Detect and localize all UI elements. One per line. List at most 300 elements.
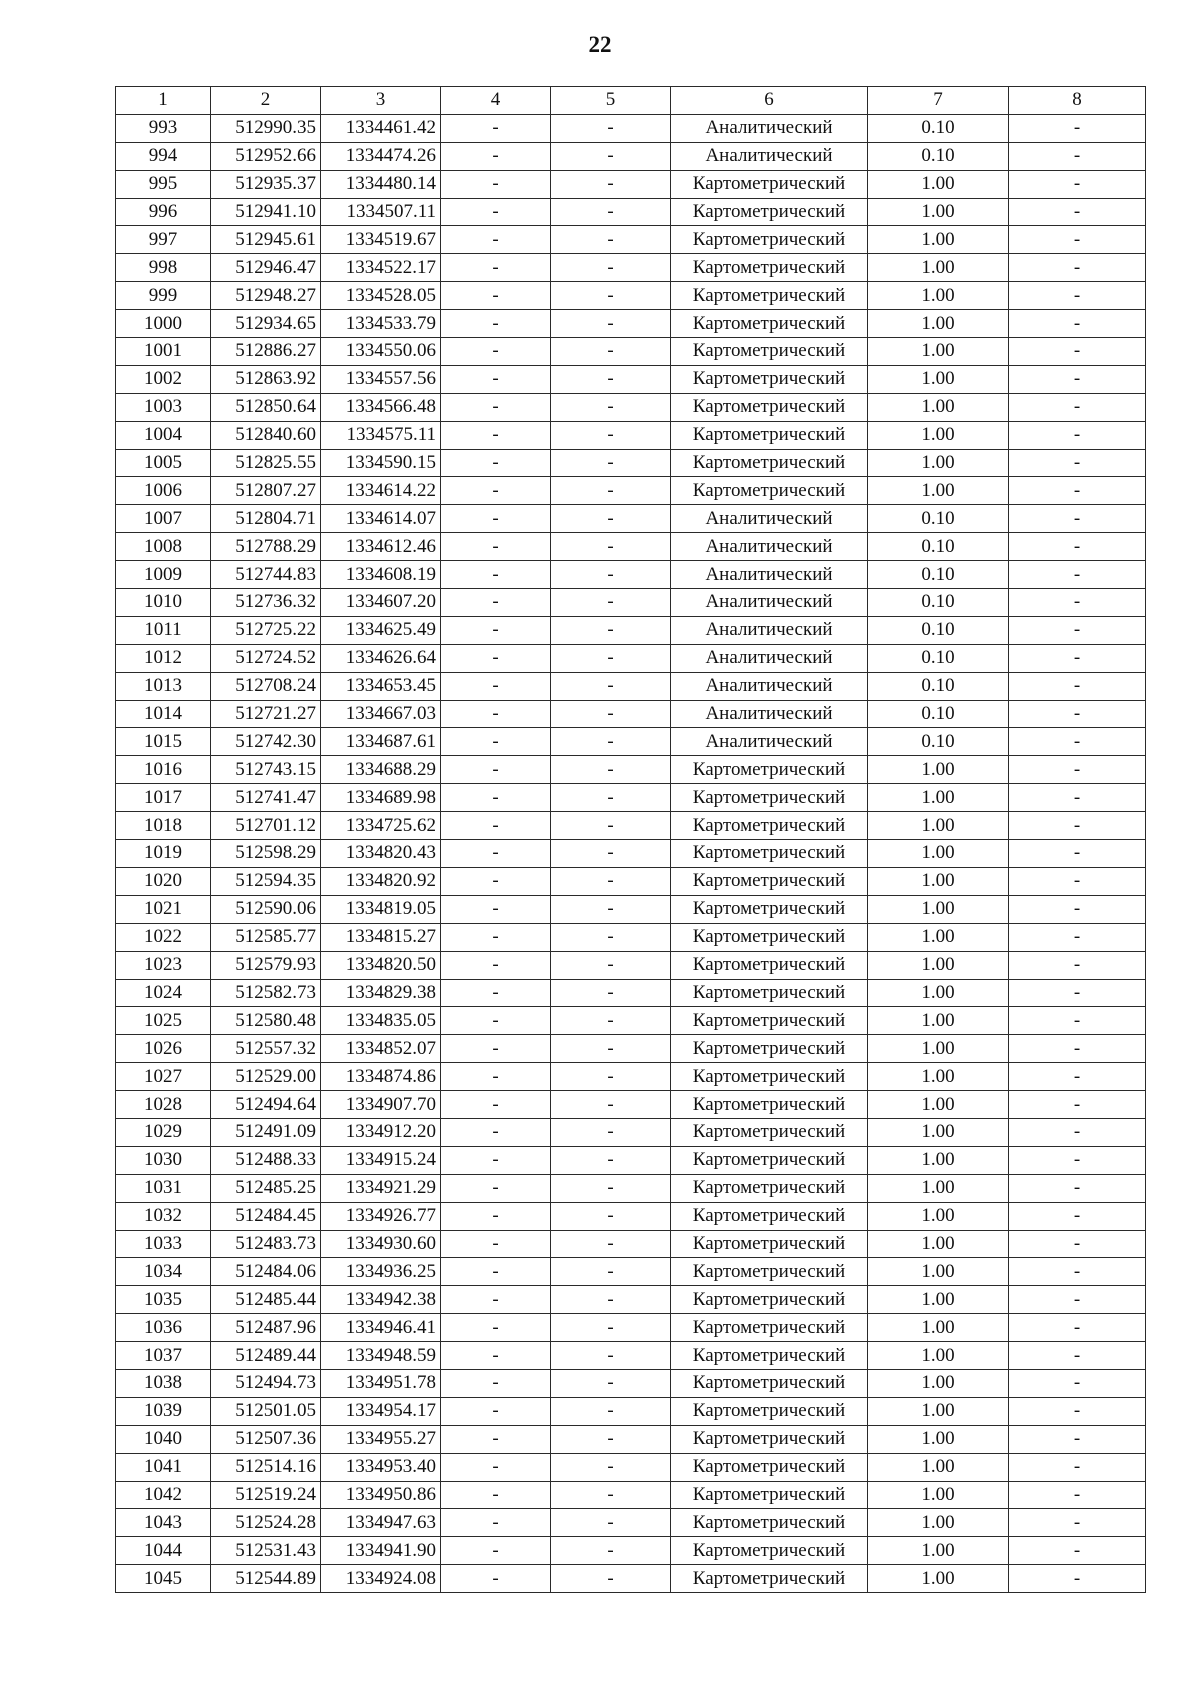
cell-method: Аналитический (671, 505, 868, 533)
cell-col4-value: - (441, 1537, 551, 1565)
cell-col4-value: - (441, 365, 551, 393)
cell-coord-x: 512736.32 (211, 589, 321, 617)
cell-point-number: 1041 (116, 1453, 211, 1481)
cell-col5-value: - (551, 1369, 671, 1397)
cell-accuracy: 1.00 (868, 1509, 1009, 1537)
cell-method: Аналитический (671, 533, 868, 561)
cell-point-number: 1040 (116, 1425, 211, 1453)
cell-coord-x: 512483.73 (211, 1230, 321, 1258)
cell-method: Аналитический (671, 589, 868, 617)
cell-point-number: 1030 (116, 1146, 211, 1174)
cell-method: Картометрический (671, 1342, 868, 1370)
cell-method: Аналитический (671, 561, 868, 589)
cell-col4-value: - (441, 812, 551, 840)
table-row (116, 1063, 1146, 1091)
cell-point-number: 993 (116, 114, 211, 142)
cell-col4-value: - (441, 254, 551, 282)
cell-col5-value: - (551, 1397, 671, 1425)
cell-col8-value: - (1009, 1146, 1146, 1174)
cell-method: Картометрический (671, 1397, 868, 1425)
cell-point-number: 1003 (116, 393, 211, 421)
cell-col4-value: - (441, 756, 551, 784)
table-row (116, 840, 1146, 868)
table-row (116, 728, 1146, 756)
table-row (116, 979, 1146, 1007)
cell-coord-x: 512725.22 (211, 616, 321, 644)
cell-col4-value: - (441, 979, 551, 1007)
cell-col5-value: - (551, 867, 671, 895)
cell-accuracy: 0.10 (868, 589, 1009, 617)
cell-coord-y: 1334725.62 (321, 812, 441, 840)
table-row (116, 114, 1146, 142)
cell-coord-y: 1334820.43 (321, 840, 441, 868)
cell-coord-x: 512519.24 (211, 1481, 321, 1509)
cell-coord-x: 512804.71 (211, 505, 321, 533)
cell-col5-value: - (551, 170, 671, 198)
cell-col5-value: - (551, 1537, 671, 1565)
cell-accuracy: 1.00 (868, 310, 1009, 338)
cell-accuracy: 1.00 (868, 1565, 1009, 1593)
cell-point-number: 1032 (116, 1202, 211, 1230)
cell-coord-y: 1334915.24 (321, 1146, 441, 1174)
cell-col4-value: - (441, 282, 551, 310)
cell-col8-value: - (1009, 1397, 1146, 1425)
cell-method: Картометрический (671, 923, 868, 951)
cell-coord-y: 1334519.67 (321, 226, 441, 254)
cell-coord-y: 1334820.92 (321, 867, 441, 895)
cell-col4-value: - (441, 1007, 551, 1035)
table-row (116, 254, 1146, 282)
cell-coord-y: 1334533.79 (321, 310, 441, 338)
table-row (116, 1118, 1146, 1146)
cell-col8-value: - (1009, 1369, 1146, 1397)
cell-coord-y: 1334607.20 (321, 589, 441, 617)
cell-method: Картометрический (671, 784, 868, 812)
cell-col4-value: - (441, 142, 551, 170)
cell-accuracy: 0.10 (868, 672, 1009, 700)
cell-accuracy: 1.00 (868, 254, 1009, 282)
cell-col4-value: - (441, 1314, 551, 1342)
cell-col4-value: - (441, 923, 551, 951)
cell-accuracy: 0.10 (868, 616, 1009, 644)
cell-col8-value: - (1009, 1174, 1146, 1202)
table-row (116, 1537, 1146, 1565)
cell-point-number: 994 (116, 142, 211, 170)
cell-accuracy: 0.10 (868, 114, 1009, 142)
cell-accuracy: 1.00 (868, 840, 1009, 868)
cell-col4-value: - (441, 1230, 551, 1258)
cell-col5-value: - (551, 951, 671, 979)
cell-accuracy: 1.00 (868, 1202, 1009, 1230)
cell-col5-value: - (551, 979, 671, 1007)
cell-accuracy: 1.00 (868, 282, 1009, 310)
cell-coord-y: 1334924.08 (321, 1565, 441, 1593)
cell-coord-y: 1334912.20 (321, 1118, 441, 1146)
table-row (116, 1425, 1146, 1453)
cell-accuracy: 0.10 (868, 728, 1009, 756)
cell-col4-value: - (441, 1342, 551, 1370)
cell-col4-value: - (441, 589, 551, 617)
cell-col8-value: - (1009, 784, 1146, 812)
cell-method: Картометрический (671, 1314, 868, 1342)
cell-coord-y: 1334926.77 (321, 1202, 441, 1230)
table-row (116, 812, 1146, 840)
cell-coord-x: 512494.73 (211, 1369, 321, 1397)
cell-col4-value: - (441, 226, 551, 254)
cell-coord-y: 1334955.27 (321, 1425, 441, 1453)
table-row (116, 1202, 1146, 1230)
cell-coord-y: 1334874.86 (321, 1063, 441, 1091)
cell-coord-x: 512501.05 (211, 1397, 321, 1425)
cell-col5-value: - (551, 533, 671, 561)
cell-col5-value: - (551, 1509, 671, 1537)
cell-accuracy: 1.00 (868, 951, 1009, 979)
cell-col5-value: - (551, 421, 671, 449)
cell-coord-x: 512590.06 (211, 895, 321, 923)
cell-method: Картометрический (671, 365, 868, 393)
cell-method: Картометрический (671, 840, 868, 868)
cell-method: Картометрический (671, 1118, 868, 1146)
cell-coord-y: 1334626.64 (321, 644, 441, 672)
cell-col8-value: - (1009, 198, 1146, 226)
cell-col5-value: - (551, 310, 671, 338)
cell-coord-x: 512721.27 (211, 700, 321, 728)
cell-accuracy: 0.10 (868, 533, 1009, 561)
cell-point-number: 1039 (116, 1397, 211, 1425)
cell-col5-value: - (551, 1481, 671, 1509)
cell-method: Аналитический (671, 700, 868, 728)
cell-coord-x: 512491.09 (211, 1118, 321, 1146)
cell-col8-value: - (1009, 1230, 1146, 1258)
cell-coord-y: 1334608.19 (321, 561, 441, 589)
cell-point-number: 1043 (116, 1509, 211, 1537)
cell-col5-value: - (551, 505, 671, 533)
cell-point-number: 1018 (116, 812, 211, 840)
cell-coord-x: 512952.66 (211, 142, 321, 170)
cell-coord-y: 1334954.17 (321, 1397, 441, 1425)
table-row (116, 672, 1146, 700)
cell-coord-x: 512507.36 (211, 1425, 321, 1453)
cell-col8-value: - (1009, 170, 1146, 198)
cell-method: Картометрический (671, 979, 868, 1007)
cell-coord-x: 512788.29 (211, 533, 321, 561)
cell-accuracy: 1.00 (868, 477, 1009, 505)
cell-coord-y: 1334522.17 (321, 254, 441, 282)
cell-coord-x: 512531.43 (211, 1537, 321, 1565)
table-row (116, 1565, 1146, 1593)
cell-coord-y: 1334835.05 (321, 1007, 441, 1035)
cell-method: Аналитический (671, 672, 868, 700)
table-row (116, 1481, 1146, 1509)
cell-coord-y: 1334948.59 (321, 1342, 441, 1370)
cell-point-number: 998 (116, 254, 211, 282)
cell-accuracy: 1.00 (868, 1118, 1009, 1146)
cell-col5-value: - (551, 142, 671, 170)
cell-coord-y: 1334930.60 (321, 1230, 441, 1258)
cell-coord-x: 512485.25 (211, 1174, 321, 1202)
cell-coord-x: 512742.30 (211, 728, 321, 756)
cell-col8-value: - (1009, 700, 1146, 728)
cell-coord-x: 512946.47 (211, 254, 321, 282)
cell-point-number: 997 (116, 226, 211, 254)
cell-coord-y: 1334612.46 (321, 533, 441, 561)
cell-coord-x: 512485.44 (211, 1286, 321, 1314)
cell-col8-value: - (1009, 1202, 1146, 1230)
cell-method: Картометрический (671, 1202, 868, 1230)
cell-accuracy: 1.00 (868, 1314, 1009, 1342)
cell-col5-value: - (551, 1565, 671, 1593)
table-row (116, 1007, 1146, 1035)
table-row (116, 533, 1146, 561)
cell-col5-value: - (551, 756, 671, 784)
cell-point-number: 1017 (116, 784, 211, 812)
cell-accuracy: 1.00 (868, 1425, 1009, 1453)
cell-col4-value: - (441, 393, 551, 421)
cell-accuracy: 1.00 (868, 170, 1009, 198)
cell-col8-value: - (1009, 1314, 1146, 1342)
cell-coord-x: 512489.44 (211, 1342, 321, 1370)
cell-method: Картометрический (671, 226, 868, 254)
cell-col4-value: - (441, 700, 551, 728)
cell-col5-value: - (551, 923, 671, 951)
cell-coord-y: 1334590.15 (321, 449, 441, 477)
cell-accuracy: 1.00 (868, 1035, 1009, 1063)
cell-accuracy: 1.00 (868, 1537, 1009, 1565)
column-header-8: 8 (1009, 87, 1146, 115)
cell-col4-value: - (441, 840, 551, 868)
cell-method: Картометрический (671, 1509, 868, 1537)
cell-col5-value: - (551, 477, 671, 505)
cell-coord-x: 512840.60 (211, 421, 321, 449)
cell-col4-value: - (441, 1453, 551, 1481)
cell-coord-y: 1334689.98 (321, 784, 441, 812)
cell-col8-value: - (1009, 1091, 1146, 1119)
cell-col4-value: - (441, 1174, 551, 1202)
cell-col8-value: - (1009, 1565, 1146, 1593)
cell-col4-value: - (441, 1091, 551, 1119)
cell-col4-value: - (441, 561, 551, 589)
cell-coord-y: 1334820.50 (321, 951, 441, 979)
cell-col5-value: - (551, 1035, 671, 1063)
cell-coord-x: 512529.00 (211, 1063, 321, 1091)
cell-col4-value: - (441, 616, 551, 644)
coordinates-table (115, 86, 1146, 1593)
cell-col4-value: - (441, 338, 551, 366)
cell-coord-x: 512580.48 (211, 1007, 321, 1035)
cell-coord-x: 512935.37 (211, 170, 321, 198)
cell-method: Картометрический (671, 310, 868, 338)
table-row (116, 1453, 1146, 1481)
cell-method: Картометрический (671, 1258, 868, 1286)
cell-coord-x: 512990.35 (211, 114, 321, 142)
cell-method: Картометрический (671, 1146, 868, 1174)
cell-col5-value: - (551, 226, 671, 254)
cell-col8-value: - (1009, 644, 1146, 672)
cell-point-number: 1024 (116, 979, 211, 1007)
cell-col8-value: - (1009, 1007, 1146, 1035)
cell-col4-value: - (441, 114, 551, 142)
table-row (116, 895, 1146, 923)
cell-col4-value: - (441, 1509, 551, 1537)
cell-point-number: 1038 (116, 1369, 211, 1397)
table-row (116, 1035, 1146, 1063)
cell-accuracy: 0.10 (868, 700, 1009, 728)
table-row (116, 644, 1146, 672)
cell-col5-value: - (551, 282, 671, 310)
cell-coord-y: 1334953.40 (321, 1453, 441, 1481)
table-row (116, 449, 1146, 477)
cell-method: Картометрический (671, 1230, 868, 1258)
cell-col8-value: - (1009, 338, 1146, 366)
cell-col4-value: - (441, 1565, 551, 1593)
cell-point-number: 995 (116, 170, 211, 198)
cell-method: Картометрический (671, 393, 868, 421)
cell-coord-x: 512598.29 (211, 840, 321, 868)
cell-accuracy: 1.00 (868, 1230, 1009, 1258)
cell-method: Картометрический (671, 1565, 868, 1593)
cell-coord-x: 512708.24 (211, 672, 321, 700)
table-header (116, 87, 1146, 115)
cell-col5-value: - (551, 1146, 671, 1174)
cell-coord-y: 1334480.14 (321, 170, 441, 198)
cell-col5-value: - (551, 114, 671, 142)
cell-coord-x: 512744.83 (211, 561, 321, 589)
cell-col8-value: - (1009, 1425, 1146, 1453)
cell-point-number: 996 (116, 198, 211, 226)
cell-coord-x: 512941.10 (211, 198, 321, 226)
cell-point-number: 1004 (116, 421, 211, 449)
cell-col8-value: - (1009, 1342, 1146, 1370)
cell-coord-x: 512487.96 (211, 1314, 321, 1342)
cell-col5-value: - (551, 672, 671, 700)
cell-col8-value: - (1009, 310, 1146, 338)
cell-point-number: 1005 (116, 449, 211, 477)
cell-col8-value: - (1009, 449, 1146, 477)
cell-col5-value: - (551, 840, 671, 868)
column-header-5: 5 (551, 87, 671, 115)
cell-point-number: 1015 (116, 728, 211, 756)
cell-point-number: 999 (116, 282, 211, 310)
cell-method: Картометрический (671, 477, 868, 505)
table-row (116, 951, 1146, 979)
cell-accuracy: 1.00 (868, 1453, 1009, 1481)
cell-col4-value: - (441, 170, 551, 198)
table-row (116, 338, 1146, 366)
cell-method: Картометрический (671, 282, 868, 310)
cell-col5-value: - (551, 1118, 671, 1146)
cell-coord-x: 512582.73 (211, 979, 321, 1007)
cell-col5-value: - (551, 561, 671, 589)
cell-col8-value: - (1009, 728, 1146, 756)
table-row (116, 1091, 1146, 1119)
column-header-7: 7 (868, 87, 1009, 115)
cell-point-number: 1029 (116, 1118, 211, 1146)
cell-accuracy: 1.00 (868, 198, 1009, 226)
cell-point-number: 1007 (116, 505, 211, 533)
cell-method: Картометрический (671, 1174, 868, 1202)
table-body (116, 114, 1146, 1592)
cell-col8-value: - (1009, 393, 1146, 421)
cell-col5-value: - (551, 616, 671, 644)
cell-col5-value: - (551, 1453, 671, 1481)
cell-coord-y: 1334815.27 (321, 923, 441, 951)
cell-method: Картометрический (671, 198, 868, 226)
cell-method: Картометрический (671, 1425, 868, 1453)
cell-col8-value: - (1009, 114, 1146, 142)
table-row (116, 1258, 1146, 1286)
table-row (116, 867, 1146, 895)
cell-point-number: 1002 (116, 365, 211, 393)
cell-coord-y: 1334687.61 (321, 728, 441, 756)
cell-coord-y: 1334951.78 (321, 1369, 441, 1397)
cell-accuracy: 1.00 (868, 1258, 1009, 1286)
table-row (116, 1314, 1146, 1342)
cell-method: Картометрический (671, 812, 868, 840)
cell-col4-value: - (441, 421, 551, 449)
cell-accuracy: 1.00 (868, 756, 1009, 784)
cell-method: Аналитический (671, 728, 868, 756)
cell-accuracy: 0.10 (868, 505, 1009, 533)
cell-point-number: 1042 (116, 1481, 211, 1509)
cell-point-number: 1034 (116, 1258, 211, 1286)
cell-point-number: 1000 (116, 310, 211, 338)
cell-coord-x: 512488.33 (211, 1146, 321, 1174)
cell-coord-y: 1334941.90 (321, 1537, 441, 1565)
table-row (116, 1230, 1146, 1258)
table-row (116, 756, 1146, 784)
cell-point-number: 1021 (116, 895, 211, 923)
cell-coord-y: 1334507.11 (321, 198, 441, 226)
table-row (116, 198, 1146, 226)
cell-col4-value: - (441, 533, 551, 561)
cell-col4-value: - (441, 1118, 551, 1146)
cell-col4-value: - (441, 1286, 551, 1314)
cell-col8-value: - (1009, 840, 1146, 868)
cell-coord-y: 1334528.05 (321, 282, 441, 310)
cell-col4-value: - (441, 1481, 551, 1509)
cell-coord-y: 1334950.86 (321, 1481, 441, 1509)
cell-coord-x: 512484.45 (211, 1202, 321, 1230)
table-row (116, 505, 1146, 533)
cell-point-number: 1025 (116, 1007, 211, 1035)
cell-coord-x: 512934.65 (211, 310, 321, 338)
cell-coord-x: 512524.28 (211, 1509, 321, 1537)
cell-coord-x: 512743.15 (211, 756, 321, 784)
table-row (116, 1397, 1146, 1425)
cell-method: Картометрический (671, 867, 868, 895)
cell-col8-value: - (1009, 365, 1146, 393)
cell-col5-value: - (551, 728, 671, 756)
table-row (116, 700, 1146, 728)
table-row (116, 1286, 1146, 1314)
table-row (116, 310, 1146, 338)
column-header-1: 1 (116, 87, 211, 115)
cell-coord-y: 1334557.56 (321, 365, 441, 393)
cell-accuracy: 1.00 (868, 1174, 1009, 1202)
cell-accuracy: 1.00 (868, 1286, 1009, 1314)
cell-coord-x: 512945.61 (211, 226, 321, 254)
cell-method: Картометрический (671, 1007, 868, 1035)
cell-method: Аналитический (671, 114, 868, 142)
cell-accuracy: 1.00 (868, 1091, 1009, 1119)
cell-col5-value: - (551, 254, 671, 282)
cell-coord-x: 512494.64 (211, 1091, 321, 1119)
cell-point-number: 1014 (116, 700, 211, 728)
cell-coord-x: 512585.77 (211, 923, 321, 951)
cell-col5-value: - (551, 1258, 671, 1286)
table-row (116, 142, 1146, 170)
page-number: 22 (588, 32, 612, 57)
